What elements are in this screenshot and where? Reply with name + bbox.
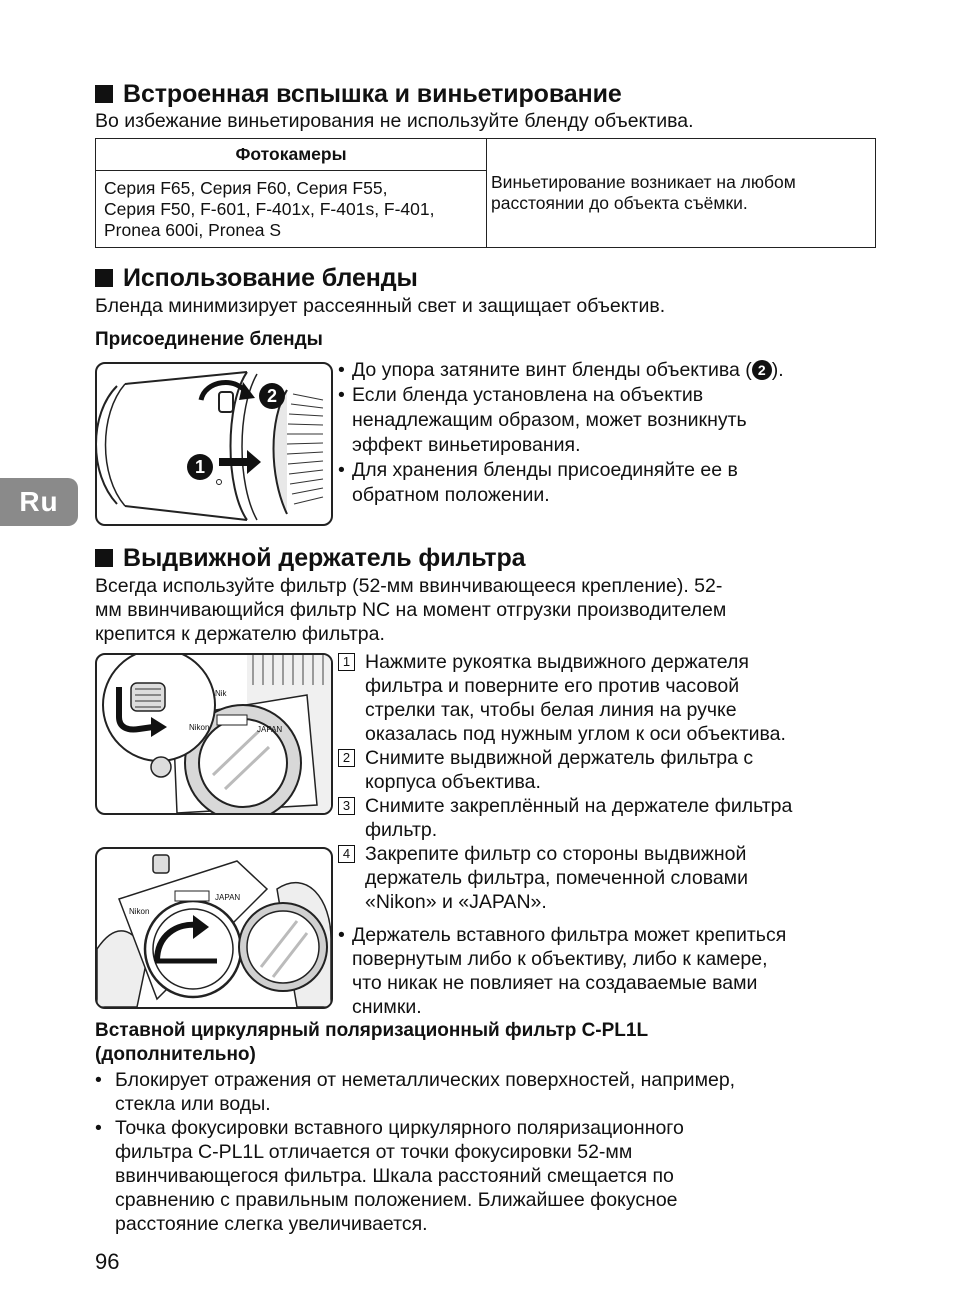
step-text: фильтра и поверните его против часовой	[365, 675, 740, 697]
language-tab: Ru	[0, 478, 78, 526]
square-bullet-icon	[95, 85, 113, 103]
bullet-text: сравнению с правильным положением. Ближайшее фокусное	[115, 1189, 678, 1211]
bullet-text: ненадлежащим образом, может возникнуть	[352, 409, 747, 431]
camera-line: Серия F50, F-601, F-401x, F-401s, F-401,	[104, 198, 435, 219]
filter-holder-drawing	[97, 655, 331, 813]
camera-table-cameras	[96, 171, 487, 248]
bullet-dot: •	[338, 924, 345, 946]
camera-line: Серия F65, Серия F60, Серия F55,	[104, 177, 388, 198]
filter-steps	[338, 650, 792, 914]
step-3	[338, 794, 792, 818]
intro-line: мм ввинчивающийся фильтр NC на момент отгрузки производителем	[95, 599, 727, 621]
hood-bullet-2	[338, 383, 784, 408]
polarizer-heading-line: (дополнительно)	[95, 1044, 256, 1065]
marker-2-inline-icon: 2	[752, 360, 772, 380]
heading-flash	[95, 80, 622, 109]
flash-text: Во избежание виньетирования не используйте бленду объектива.	[95, 110, 694, 132]
filter-holder-illustration-2	[95, 847, 333, 1009]
filter-insert-drawing	[97, 849, 331, 1007]
bullet-text: Точка фокусировки вставного циркулярного поляризационного	[115, 1117, 684, 1139]
bullet-text: эффект виньетирования.	[352, 434, 581, 456]
page-number: 96	[95, 1249, 120, 1274]
label-nikon-2: Nikon	[129, 907, 150, 916]
step-2	[338, 746, 792, 770]
hood-illustration	[95, 362, 333, 526]
filter-holder-illustration-1	[95, 653, 333, 815]
bullet-text: До упора затяните винт бленды объектива (	[352, 359, 752, 381]
lens-hood-drawing	[97, 364, 331, 524]
bullet-text: расстояние слегка увеличивается.	[115, 1213, 428, 1235]
label-nikon: Nikon	[189, 723, 210, 732]
intro-line: Всегда используйте фильтр (52-мм ввинчивающееся крепление). 52-	[95, 575, 723, 597]
camera-table	[95, 138, 876, 248]
filter-intro	[95, 574, 726, 646]
heading-flash-text: Встроенная вспышка и виньетирование	[123, 80, 622, 108]
step-number: 1	[338, 653, 355, 671]
note-text: Держатель вставного фильтра может крепиться	[352, 924, 787, 946]
filter-note	[338, 923, 786, 1019]
bullet-text: ).	[771, 359, 784, 381]
step-text: Снимите выдвижной держатель фильтра с	[365, 747, 754, 769]
note-line: расстоянии до объекта съёмки.	[491, 193, 748, 213]
hood-subheading: Присоединение бленды	[95, 329, 323, 350]
intro-line: крепится к держателю фильтра.	[95, 623, 385, 645]
step-number: 4	[338, 845, 355, 863]
polarizer-heading	[95, 1019, 648, 1067]
step-text: Снимите закреплённый на держателе фильтра	[365, 795, 793, 817]
label-japan: JAPAN	[257, 725, 283, 734]
hood-bullets	[338, 358, 784, 508]
step-4	[338, 842, 792, 866]
bullet-text: фильтра C-PL1L отличается от точки фокусировки 52-мм	[115, 1141, 633, 1163]
step-1	[338, 650, 792, 674]
heading-hood-text: Использование бленды	[123, 264, 418, 292]
note-line: Виньетирование возникает на любом	[491, 172, 796, 192]
step-text: Нажмите рукоятка выдвижного держателя	[365, 651, 749, 673]
square-bullet-icon	[95, 549, 113, 567]
heading-hood	[95, 264, 418, 293]
hood-bullet-3	[338, 458, 784, 483]
bullet-text: Если бленда установлена на объектив	[352, 384, 704, 406]
step-text: держатель фильтра, помеченной словами	[365, 867, 748, 889]
step-text: корпуса объектива.	[365, 771, 541, 793]
step-number: 2	[338, 749, 355, 767]
step-text: оказалась под нужным углом к оси объектива.	[365, 723, 786, 745]
bullet-text: обратном положении.	[352, 484, 550, 506]
bullet-dot: •	[338, 459, 345, 481]
bullet-text: стекла или воды.	[115, 1093, 271, 1115]
hood-bullet-1	[338, 358, 784, 383]
note-text: повернутым либо к объективу, либо к камере,	[352, 948, 768, 970]
bullet-dot: •	[338, 359, 345, 381]
step-number: 3	[338, 797, 355, 815]
marker-1-icon: 1	[187, 454, 213, 480]
note-text: снимки.	[352, 996, 422, 1018]
camera-line: Pronea 600i, Pronea S	[104, 219, 282, 240]
heading-filter-text: Выдвижной держатель фильтра	[123, 544, 526, 572]
bullet-dot: •	[95, 1117, 102, 1139]
bullet-text: Для хранения бленды присоединяйте ее в	[352, 459, 738, 481]
bullet-dot: •	[95, 1069, 102, 1091]
bullet-text: ввинчивающегося фильтра. Шкала расстояний смещается по	[115, 1165, 674, 1187]
step-text: стрелки так, чтобы белая линия на ручке	[365, 699, 737, 721]
step-text: фильтр.	[365, 819, 438, 841]
hood-text: Бленда минимизирует рассеянный свет и защищает объектив.	[95, 295, 666, 317]
bullet-dot: •	[338, 384, 345, 406]
marker-2-icon: 2	[259, 383, 285, 409]
label-nik: Nik	[215, 689, 227, 698]
note-text: что никак не повлияет на создаваемые вами	[352, 972, 758, 994]
label-japan-2: JAPAN	[215, 893, 241, 902]
step-text: «Nikon» и «JAPAN».	[365, 891, 547, 913]
square-bullet-icon	[95, 269, 113, 287]
camera-table-header: Фотокамеры	[96, 139, 487, 171]
polarizer-bullets	[95, 1068, 735, 1236]
polarizer-heading-line: Вставной циркулярный поляризационный фильтр C-PL1L	[95, 1020, 649, 1041]
camera-table-note	[487, 139, 876, 248]
heading-filter	[95, 544, 525, 573]
step-text: Закрепите фильтр со стороны выдвижной	[365, 843, 747, 865]
bullet-text: Блокирует отражения от неметаллических поверхностей, например,	[115, 1069, 736, 1091]
